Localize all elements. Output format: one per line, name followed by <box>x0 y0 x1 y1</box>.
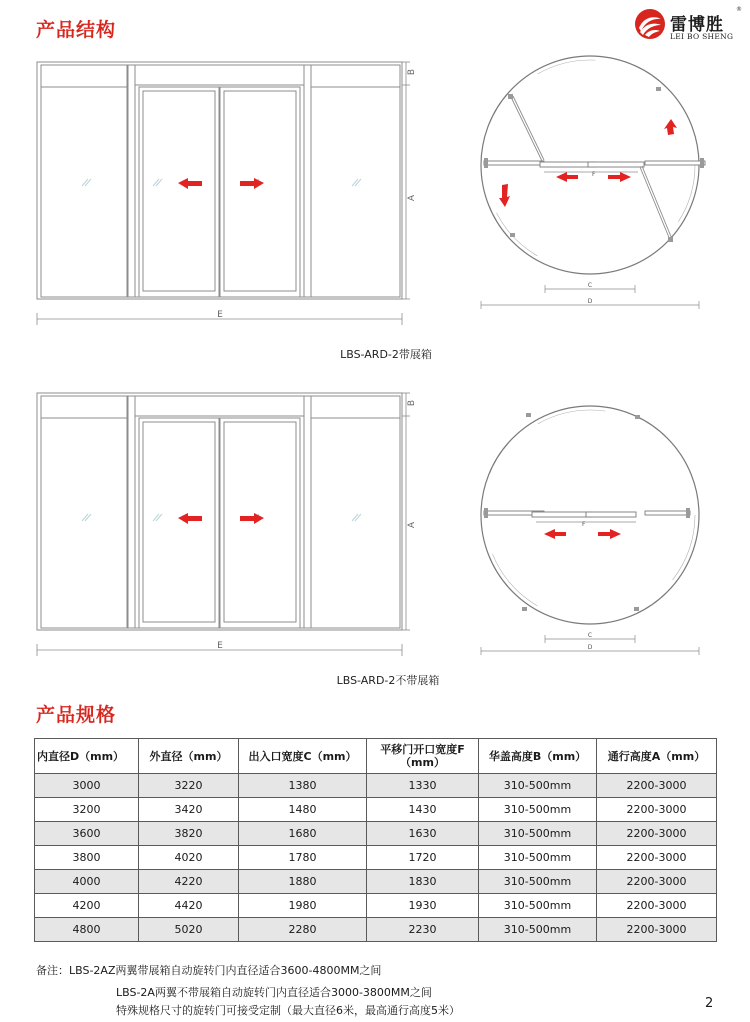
rotation-down-arrow-icon <box>499 184 510 207</box>
section-title-structure: 产品结构 <box>36 19 117 41</box>
plan-c-label-2: C <box>587 632 593 639</box>
registered-mark: ® <box>736 6 742 13</box>
table-cell: 310-500mm <box>479 822 597 846</box>
table-cell: 1630 <box>367 822 479 846</box>
plan-d-label-1: D <box>587 298 593 305</box>
slide-right-arrow-icon <box>240 513 264 524</box>
plan-c-label-1: C <box>587 282 593 289</box>
table-row <box>35 870 717 894</box>
table-cell: 1880 <box>239 870 367 894</box>
table-cell: 1980 <box>239 894 367 918</box>
dimension-a-label: A <box>407 521 417 529</box>
slide-left-arrow-icon <box>178 178 202 189</box>
table-cell: 5020 <box>139 918 239 942</box>
table-cell: 310-500mm <box>479 894 597 918</box>
table-cell: 1430 <box>367 798 479 822</box>
table-cell: 2200-3000 <box>597 870 717 894</box>
col-header-inner-diameter: 内直径D（mm） <box>35 739 139 774</box>
slide-right-arrow-icon <box>240 178 264 189</box>
table-cell: 2200-3000 <box>597 918 717 942</box>
plan-view-diagram-1 <box>470 55 730 317</box>
table-cell: 310-500mm <box>479 846 597 870</box>
table-cell: 1330 <box>367 774 479 798</box>
table-cell: 310-500mm <box>479 870 597 894</box>
diagram-caption-1: LBS-ARD-2带展箱 <box>340 348 432 361</box>
table-cell: 2200-3000 <box>597 846 717 870</box>
brand-logo <box>634 6 744 46</box>
note-line-2: LBS-2A两翼不带展箱自动旋转门内直径适合3000-3800MM之间 <box>116 986 432 999</box>
table-row <box>35 894 717 918</box>
table-cell: 310-500mm <box>479 918 597 942</box>
col-header-outer-diameter: 外直径（mm） <box>139 739 239 774</box>
table-cell: 4420 <box>139 894 239 918</box>
plan-left-arrow-icon <box>556 172 578 182</box>
table-cell: 1380 <box>239 774 367 798</box>
col-header-canopy-height: 华盖高度B（mm） <box>479 739 597 774</box>
table-cell: 1480 <box>239 798 367 822</box>
table-cell: 3000 <box>35 774 139 798</box>
table-cell: 1780 <box>239 846 367 870</box>
table-cell: 1720 <box>367 846 479 870</box>
dimension-e-label: E <box>217 641 223 651</box>
table-cell: 3800 <box>35 846 139 870</box>
table-cell: 2200-3000 <box>597 798 717 822</box>
table-cell: 310-500mm <box>479 774 597 798</box>
table-cell: 2200-3000 <box>597 774 717 798</box>
brand-name: 雷博胜 <box>670 15 724 35</box>
table-cell: 4200 <box>35 894 139 918</box>
col-header-entrance-width: 出入口宽度C（mm） <box>239 739 367 774</box>
table-cell: 310-500mm <box>479 798 597 822</box>
diagram-caption-2: LBS-ARD-2不带展箱 <box>336 674 440 687</box>
plan-f-label-2: F <box>582 521 586 528</box>
table-cell: 3820 <box>139 822 239 846</box>
table-cell: 1830 <box>367 870 479 894</box>
table-row <box>35 822 717 846</box>
table-cell: 3420 <box>139 798 239 822</box>
table-cell: 1930 <box>367 894 479 918</box>
table-cell: 4000 <box>35 870 139 894</box>
dimension-b-label: B <box>407 399 417 407</box>
table-cell: 4220 <box>139 870 239 894</box>
table-cell: 3600 <box>35 822 139 846</box>
table-cell: 3220 <box>139 774 239 798</box>
table-row <box>35 918 717 942</box>
plan-left-arrow-icon <box>544 529 566 539</box>
plan-right-arrow-icon <box>598 529 621 539</box>
dimension-e-label: E <box>217 310 223 320</box>
plan-right-arrow-icon <box>608 172 631 182</box>
table-row <box>35 846 717 870</box>
rotation-up-arrow-icon <box>664 119 677 135</box>
table-cell: 2230 <box>367 918 479 942</box>
table-row <box>35 774 717 798</box>
dimension-a-label: A <box>407 194 417 202</box>
table-cell: 2280 <box>239 918 367 942</box>
table-cell: 2200-3000 <box>597 894 717 918</box>
table-cell: 2200-3000 <box>597 822 717 846</box>
dimension-b-label: B <box>407 68 417 76</box>
note-line-3: 特殊规格尺寸的旋转门可接受定制（最大直径6米，最高通行高度5米） <box>116 1004 460 1017</box>
section-title-spec: 产品规格 <box>36 704 117 726</box>
page-number: 2 <box>705 996 714 1011</box>
table-cell: 1680 <box>239 822 367 846</box>
front-elevation-diagram-1 <box>30 55 430 335</box>
col-header-passage-height: 通行高度A（mm） <box>597 739 717 774</box>
table-row <box>35 798 717 822</box>
plan-d-label-2: D <box>587 644 593 651</box>
plan-f-label-1: F <box>592 171 596 178</box>
spec-table-header-row <box>35 739 717 774</box>
table-cell: 4020 <box>139 846 239 870</box>
brand-emblem-icon <box>634 8 666 40</box>
front-elevation-diagram-2 <box>30 390 430 665</box>
brand-pinyin: LEI BO SHENG <box>670 32 734 41</box>
slide-left-arrow-icon <box>178 513 202 524</box>
table-cell: 4800 <box>35 918 139 942</box>
spec-table <box>34 738 717 942</box>
col-header-sliding-opening: 平移门开口宽度F（mm） <box>367 739 479 774</box>
plan-view-diagram-2 <box>470 405 730 655</box>
table-cell: 3200 <box>35 798 139 822</box>
note-line-1: 备注：LBS-2AZ两翼带展箱自动旋转门内直径适合3600-4800MM之间 <box>36 964 382 977</box>
